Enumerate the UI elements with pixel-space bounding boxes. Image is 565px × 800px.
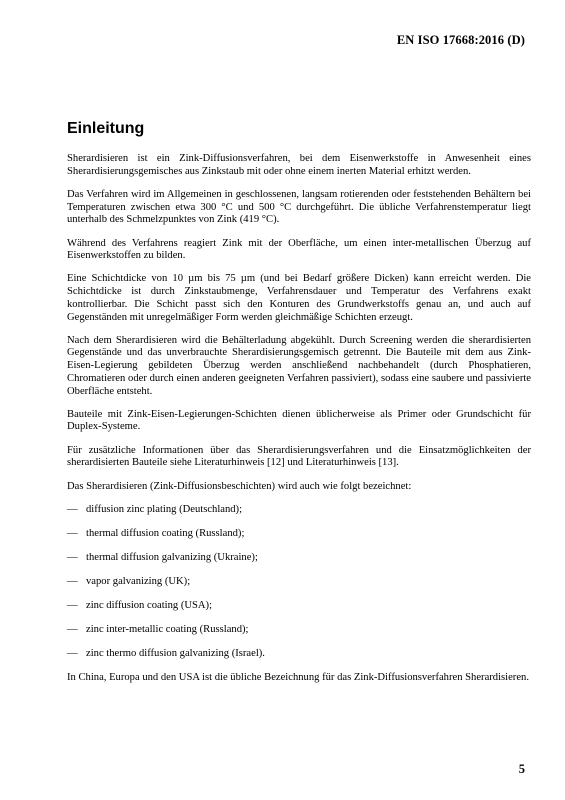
section-title: Einleitung (67, 120, 145, 137)
designation-list (67, 504, 531, 661)
list-item-text: thermal diffusion galvanizing (Ukraine); (86, 551, 258, 563)
list-item (67, 528, 531, 541)
list-item (67, 504, 531, 517)
paragraph: Das Verfahren wird im Allgemeinen in geschlossenen, langsam rotierenden oder feststehenden Behältern bei Temperaturen zwischen etwa 300 °C und 500 °C durchgeführt. Die übliche Verfahrenstemperatur liegt unterhalb des Schmelzpunktes von Zink (419 °C). (67, 188, 531, 226)
paragraph: Das Sherardisieren (Zink-Diffusionsbeschichten) wird auch wie folgt bezeichnet: (67, 480, 412, 492)
dash-bullet: — (67, 599, 78, 611)
closing-paragraph: In China, Europa und den USA ist die übliche Bezeichnung für das Zink-Diffusionsverfahren Sherardisieren. (67, 671, 529, 683)
list-item (67, 552, 531, 565)
list-item (67, 576, 531, 589)
body-content (67, 153, 531, 695)
list-item-text: thermal diffusion coating (Russland); (86, 527, 245, 539)
list-item-text: zinc thermo diffusion galvanizing (Israel). (86, 647, 265, 659)
dash-bullet: — (67, 647, 78, 659)
dash-bullet: — (67, 623, 78, 635)
list-item-text: vapor galvanizing (UK); (86, 575, 191, 587)
paragraph: Für zusätzliche Informationen über das Sherardisierungsverfahren und die Einsatzmöglichkeiten der sherardisierten Bauteile siehe Literaturhinweis [12] und Literaturhinweis [13]. (67, 444, 531, 469)
paragraph: Nach dem Sherardisieren wird die Behälterladung abgekühlt. Durch Screening werden die sherardisierten Gegenstände und das unverbrauchte Sherardisierungsgemisch getrennt. Die Bauteile mit dem aus Zink-Eisen-Legierung gebildeten Überzug werden anschließend nachbehandelt (durch Phosphatieren, Chromatieren oder durch einen anderen geeigneten Verfahren passiviert), sodass eine saubere und passivierte Oberfläche entsteht. (67, 334, 531, 397)
list-item-text: zinc inter-metallic coating (Russland); (86, 623, 249, 635)
list-item-text: diffusion zinc plating (Deutschland); (86, 503, 243, 515)
document-id: EN ISO 17668:2016 (D) (396, 33, 525, 47)
dash-bullet: — (67, 575, 78, 587)
list-item (67, 648, 531, 661)
paragraph: Während des Verfahrens reagiert Zink mit der Oberfläche, um einen inter-metallischen Überzug auf Eisenwerkstoffen zu bilden. (67, 237, 531, 262)
list-item (67, 624, 531, 637)
paragraph: Sherardisieren ist ein Zink-Diffusionsverfahren, bei dem Eisenwerkstoffe in Anwesenheit eines Sherardisierungsgemisches aus Zinkstaub mit oder ohne einem inerten Material erhitzt werden. (67, 153, 531, 177)
paragraph: Eine Schichtdicke von 10 µm bis 75 µm (und bei Bedarf größere Dicken) kann erreicht werden. Die Schichtdicke ist durch Zinkstaubmenge, Verfahrensdauer und Temperatur des Verfahrens exakt kontrollierbar. Die Schicht passt sich den Konturen des Grundwerkstoffs genau an, und auch auf Gegenständen mit unregelmäßiger Form werden gleichmäßige Schichten erzeugt. (67, 273, 531, 323)
list-item (67, 600, 531, 613)
dash-bullet: — (67, 527, 78, 539)
page-number: 5 (518, 762, 525, 776)
dash-bullet: — (67, 503, 78, 515)
paragraph: Bauteile mit Zink-Eisen-Legierungen-Schichten dienen üblicherweise als Primer oder Grundschicht für Duplex-Systeme. (67, 408, 531, 433)
dash-bullet: — (67, 551, 78, 563)
list-item-text: zinc diffusion coating (USA); (86, 599, 213, 611)
